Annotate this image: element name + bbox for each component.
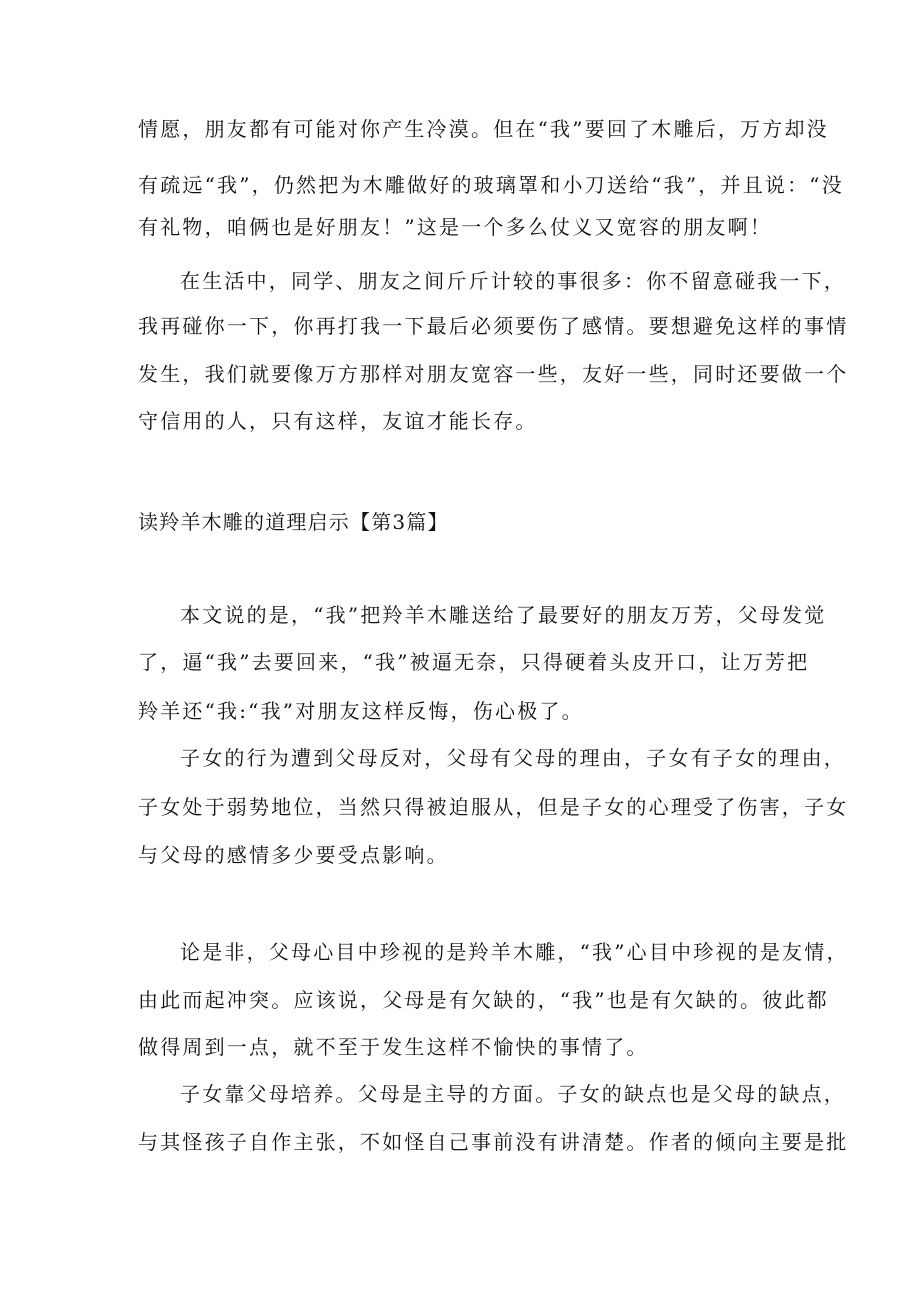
text-line: 子女处于弱势地位，当然只得被迫服从，但是子女的心理受了伤害，子女 [138,795,849,819]
text-line: 由此而起冲突。应该说，父母是有欠缺的，“我”也是有欠缺的。彼此都 [138,988,829,1012]
text-line: 羚羊还“我:“我”对朋友这样反悔，伤心极了。 [138,699,584,723]
text-line: 本文说的是，“我”把羚羊木雕送给了最要好的朋友万芳，父母发觉 [180,603,827,627]
text-line: 发生，我们就要像万方那样对朋友宽容一些，友好一些，同时还要做一个 [138,362,849,386]
text-line: 子女靠父母培养。父母是主导的方面。子女的缺点也是父母的缺点， [180,1082,846,1106]
text-line: 与父母的感情多少要受点影响。 [138,843,449,867]
text-line: 有疏远“我”，仍然把为木雕做好的玻璃罩和小刀送给“我”，并且说：“没 [138,173,844,197]
section-heading: 读羚羊木雕的道理启示【第3篇】 [138,510,449,534]
text-line: 在生活中，同学、朋友之间斤斤计较的事很多：你不留意碰我一下， [180,269,846,293]
text-line: 守信用的人，只有这样，友谊才能长存。 [138,409,538,433]
text-line: 有礼物，咱俩也是好朋友！”这是一个多么仗义又宽容的朋友啊！ [138,215,773,239]
text-line: 我再碰你一下，你再打我一下最后必须要伤了感情。要想避免这样的事情 [138,314,849,338]
text-line: 子女的行为遭到父母反对，父母有父母的理由，子女有子女的理由， [180,746,846,770]
text-line: 论是非，父母心目中珍视的是羚羊木雕，“我”心目中珍视的是友情， [180,940,849,964]
text-line: 了，逼“我”去要回来，“我”被逼无奈，只得硬着头皮开口，让万芳把 [138,650,810,674]
text-line: 情愿，朋友都有可能对你产生冷漠。但在“我”要回了木雕后，万方却没 [138,117,829,141]
text-line: 与其怪孩子自作主张，不如怪自己事前没有讲清楚。作者的倾向主要是批 [138,1130,849,1154]
text-line: 做得周到一点，就不至于发生这样不愉快的事情了。 [138,1035,649,1059]
